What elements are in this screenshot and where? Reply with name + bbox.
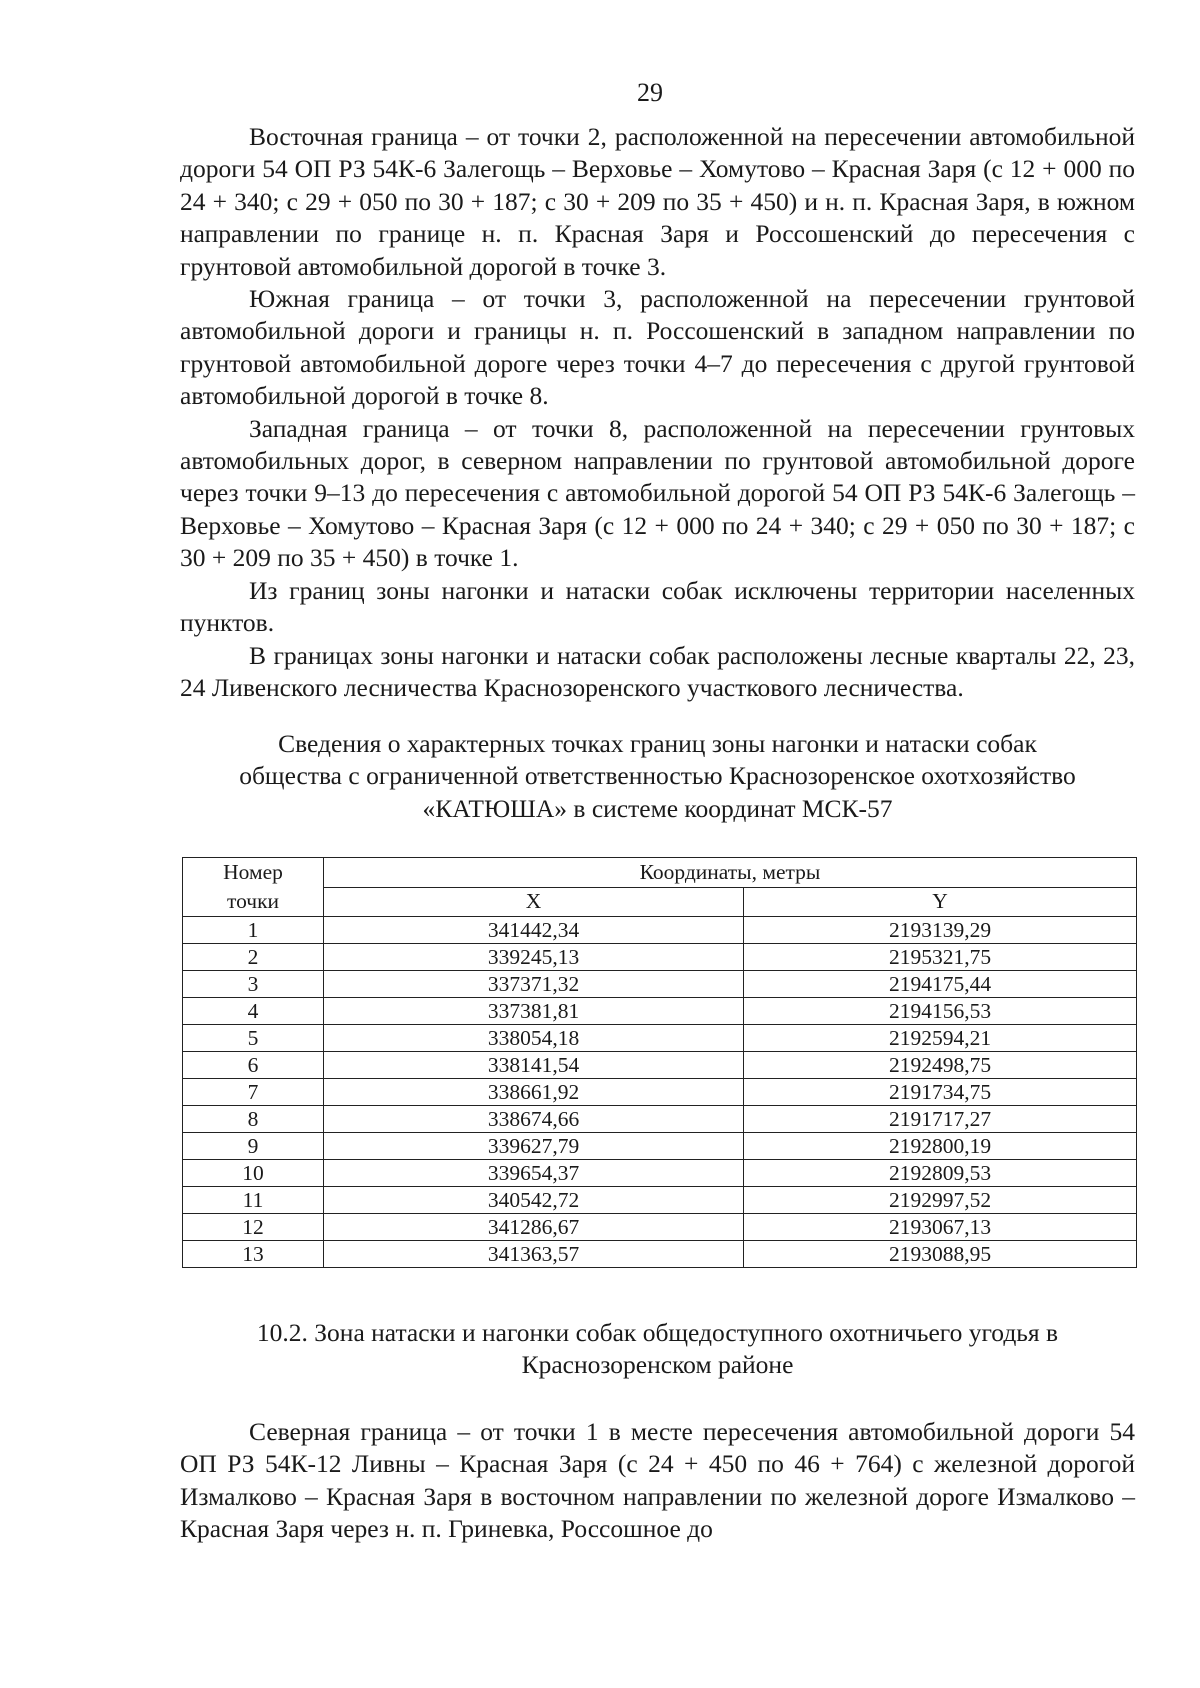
cell-x: 341442,34	[324, 917, 744, 944]
table-row	[183, 1079, 1137, 1106]
table-row	[183, 998, 1137, 1025]
cell-y: 2192809,53	[744, 1160, 1137, 1187]
paragraph-forest-quarters: В границах зоны нагонки и натаски собак расположены лесные кварталы 22, 23, 24 Ливенского лесничества Краснозоренского участкового лесничества.	[180, 640, 1135, 702]
paragraph-east-boundary: Восточная граница – от точки 2, расположенной на пересечении автомобильной дороги 54 ОП РЗ 54К-6 Залегощь – Верховье – Хомутово – Красная Заря (с 12 + 000 по 24 + 340; с 29 + 050 по 30 + 187; с 30 + 209 по 35 + 450) и н. п. Красная Заря, в южном направлении по границе н. п. Красная Заря и Россошенский до пересечения с грунтовой автомобильной дорогой в точке 3.	[180, 122, 1135, 281]
cell-y: 2192594,21	[744, 1025, 1137, 1052]
section-heading	[180, 1317, 1135, 1382]
cell-y: 2195321,75	[744, 944, 1137, 971]
cell-y: 2191717,27	[744, 1106, 1137, 1133]
section-heading-line: 10.2. Зона натаски и нагонки собак общедоступного охотничьего угодья в	[256, 1318, 1059, 1347]
boundary-description-top	[180, 121, 1135, 704]
cell-point-number: 12	[183, 1214, 324, 1241]
cell-x: 340542,72	[324, 1187, 744, 1214]
cell-x: 337381,81	[324, 998, 744, 1025]
cell-x: 338674,66	[324, 1106, 744, 1133]
cell-x: 337371,32	[324, 971, 744, 998]
table-row	[183, 1214, 1137, 1241]
cell-point-number: 6	[183, 1052, 324, 1079]
table-heading	[180, 728, 1135, 825]
cell-point-number: 9	[183, 1133, 324, 1160]
section-heading-line: Краснозоренском районе	[521, 1350, 794, 1380]
paragraph-south-boundary: Южная граница – от точки 3, расположенной на пересечении грунтовой автомобильной дороги и границы н. п. Россошенский в западном направлении по грунтовой автомобильной дороге через точки 4–7 до пересечения с другой грунтовой автомобильной дорогой в точке 8.	[180, 284, 1135, 411]
cell-y: 2192498,75	[744, 1052, 1137, 1079]
paragraph-north-boundary: Северная граница – от точки 1 в месте пересечения автомобильной дороги 54 ОП РЗ 54К-12 Ливны – Красная Заря (с 24 + 450 по 46 + 764) с железной дорогой Измалково – Красная Заря в восточном направлении по железной дороге Измалково – Красная Заря через н. п. Гриневка, Россошное до	[180, 1417, 1135, 1544]
table-row	[183, 1025, 1137, 1052]
cell-y: 2193067,13	[744, 1214, 1137, 1241]
header-point-number-line: точки	[226, 889, 280, 913]
table-heading-line: Сведения о характерных точках границ зоны нагонки и натаски собак	[278, 729, 1037, 758]
cell-point-number: 10	[183, 1160, 324, 1187]
header-point-number-line: Номер	[223, 860, 283, 884]
cell-point-number: 7	[183, 1079, 324, 1106]
cell-y: 2194156,53	[744, 998, 1137, 1025]
coordinates-table-body	[183, 917, 1137, 1268]
cell-x: 339245,13	[324, 944, 744, 971]
cell-y: 2192997,52	[744, 1187, 1137, 1214]
cell-x: 338141,54	[324, 1052, 744, 1079]
header-coordinates: Координаты, метры	[324, 858, 1137, 888]
table-row	[183, 1133, 1137, 1160]
cell-point-number: 1	[183, 917, 324, 944]
table-row	[183, 971, 1137, 998]
cell-x: 341363,57	[324, 1241, 744, 1268]
cell-point-number: 5	[183, 1025, 324, 1052]
cell-y: 2194175,44	[744, 971, 1137, 998]
table-row	[183, 1052, 1137, 1079]
cell-point-number: 11	[183, 1187, 324, 1214]
table-row	[183, 944, 1137, 971]
cell-y: 2193139,29	[744, 917, 1137, 944]
cell-point-number: 3	[183, 971, 324, 998]
header-y: Y	[744, 887, 1137, 917]
header-point-number	[183, 858, 324, 917]
cell-point-number: 13	[183, 1241, 324, 1268]
header-x: X	[324, 887, 744, 917]
cell-point-number: 2	[183, 944, 324, 971]
table-heading-line: общества с ограниченной ответственностью Краснозоренское охотхозяйство	[239, 761, 1076, 791]
cell-y: 2193088,95	[744, 1241, 1137, 1268]
cell-y: 2191734,75	[744, 1079, 1137, 1106]
table-row	[183, 1160, 1137, 1187]
table-row	[183, 1187, 1137, 1214]
paragraph-west-boundary: Западная граница – от точки 8, расположенной на пересечении грунтовых автомобильных дорог, в северном направлении по грунтовой автомобильной дороге через точки 9–13 до пересечения с автомобильной дорогой 54 ОП РЗ 54К-6 Залегощь – Верховье – Хомутово – Красная Заря (с 12 + 000 по 24 + 340; с 29 + 050 по 30 + 187; с 30 + 209 по 35 + 450) в точке 1.	[180, 413, 1135, 573]
cell-point-number: 8	[183, 1106, 324, 1133]
table-heading-line: «КАТЮША» в системе координат МСК-57	[422, 793, 893, 823]
cell-point-number: 4	[183, 998, 324, 1025]
cell-x: 339654,37	[324, 1160, 744, 1187]
cell-y: 2192800,19	[744, 1133, 1137, 1160]
page-number: 29	[637, 78, 663, 107]
table-row	[183, 1241, 1137, 1268]
cell-x: 338661,92	[324, 1079, 744, 1106]
paragraph-exclusions: Из границ зоны нагонки и натаски собак исключены территории населенных пунктов.	[180, 575, 1135, 638]
coordinates-table	[182, 857, 1137, 1268]
cell-x: 338054,18	[324, 1025, 744, 1052]
table-row	[183, 917, 1137, 944]
cell-x: 339627,79	[324, 1133, 744, 1160]
cell-x: 341286,67	[324, 1214, 744, 1241]
table-row	[183, 1106, 1137, 1133]
boundary-description-bottom	[180, 1416, 1135, 1546]
